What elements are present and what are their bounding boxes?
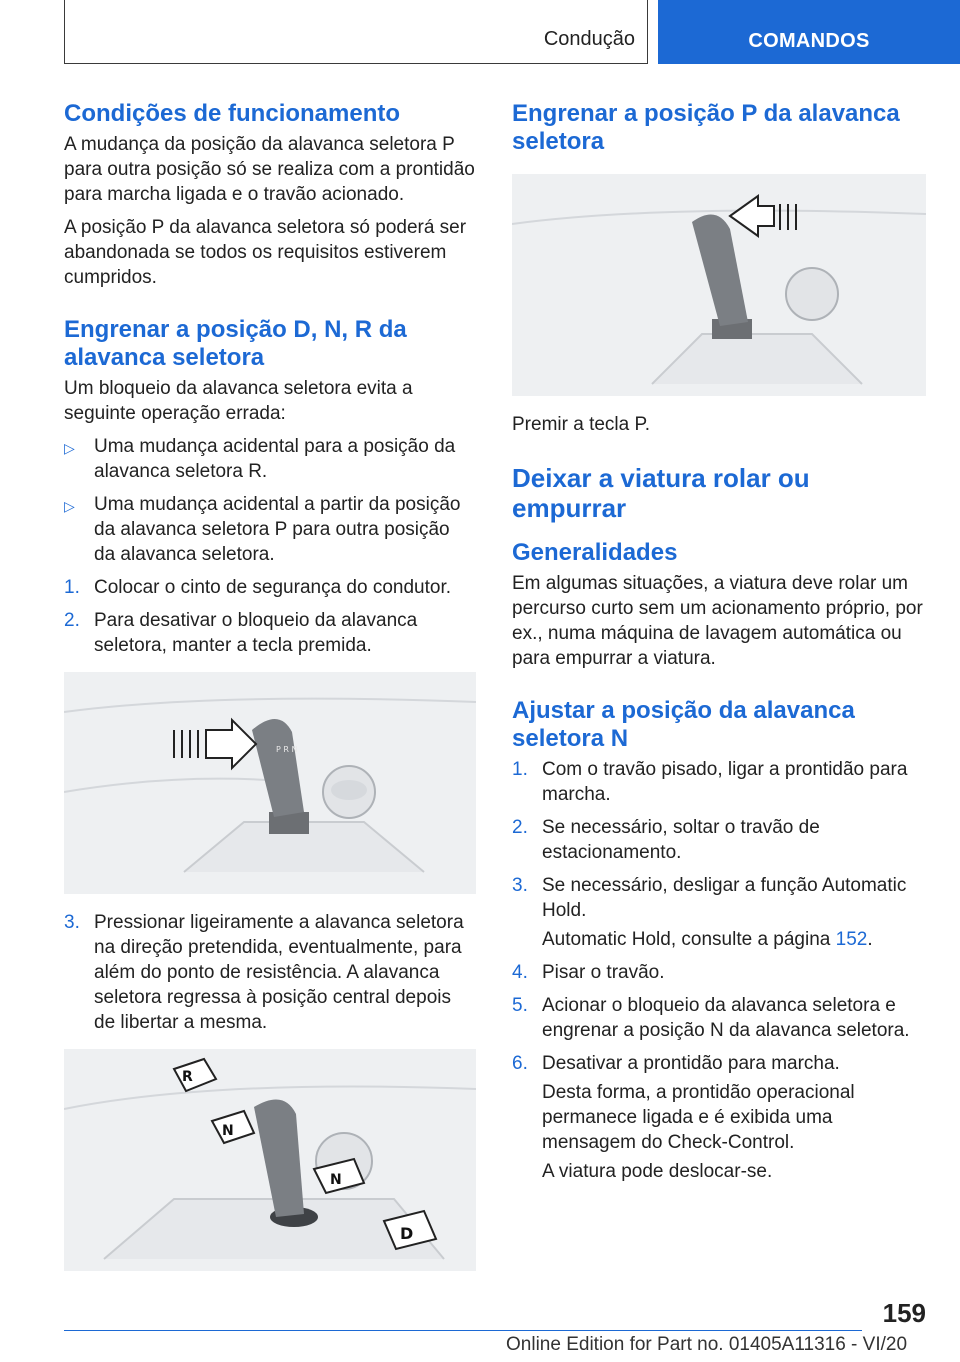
triangle-bullet-icon: ▷ — [64, 498, 75, 514]
step-note: A viatura pode deslocar-se. — [542, 1161, 773, 1182]
footer-edition: Online Edition for Part no. 01405A11316 - VI/20 — [506, 1334, 908, 1355]
heading-conditions: Condições de funcionamento — [64, 100, 401, 127]
right-column — [512, 100, 926, 1192]
step-item — [64, 910, 476, 1035]
steps-list — [512, 757, 926, 1184]
header-chapter-tab[interactable] — [658, 0, 960, 64]
step-note: Desta forma, a prontidão operacional permanece ligada e é exibida uma mensagem do Check-Control. — [542, 1082, 855, 1153]
page-number: 159 — [882, 1298, 926, 1328]
header-chapter-title: COMANDOS — [748, 30, 870, 52]
step-number: 2. — [64, 610, 80, 631]
step-item — [512, 1051, 926, 1184]
list-item-text: Uma mudança acidental a partir da posição da alavanca seletora P para outra posição da alavanca seletora. — [94, 494, 461, 565]
triangle-bullet-icon: ▷ — [64, 440, 75, 456]
list-item — [64, 492, 476, 567]
step-number: 3. — [512, 875, 528, 896]
paragraph: Em algumas situações, a viatura deve rolar um percurso curto sem um acionamento próprio, por ex., numa máquina de lavagem automática ou para empurrar a viatura. — [512, 573, 923, 669]
paragraph: Premir a tecla P. — [512, 414, 650, 435]
steps-list — [64, 910, 476, 1035]
bullet-list — [64, 434, 476, 567]
step-item — [512, 873, 926, 952]
step-text: Com o travão pisado, ligar a prontidão para marcha. — [542, 759, 908, 805]
left-column — [64, 100, 476, 1287]
paragraph: A mudança da posição da alavanca seletora P para outra posição só se realiza com a prontidão para marcha ligada e o travão acionado. — [64, 134, 475, 205]
heading-roll-push: Deixar a viatura rolar ou empurrar — [512, 463, 810, 523]
figure-gear-lever-press-button — [64, 672, 476, 894]
step-text: Pisar o travão. — [542, 962, 665, 983]
step-number: 4. — [512, 962, 528, 983]
arrow-label-r: R — [182, 1069, 193, 1085]
step-number: 5. — [512, 995, 528, 1016]
figure-gear-lever-p-button — [512, 174, 926, 396]
step-note: Automatic Hold, consulte a página 152. — [542, 929, 873, 950]
step-number: 6. — [512, 1053, 528, 1074]
step-text: Colocar o cinto de segurança do condutor. — [94, 577, 452, 598]
step-number: 2. — [512, 817, 528, 838]
step-item — [512, 993, 926, 1043]
step-number: 1. — [64, 577, 80, 598]
footer-divider — [64, 1330, 862, 1331]
heading-engage-p: Engrenar a posição P da alavanca seletora — [512, 100, 900, 155]
heading-adjust-n: Ajustar a posição da alavanca seletora N — [512, 697, 855, 752]
step-number: 3. — [64, 912, 80, 933]
arrow-label-n: N — [222, 1123, 234, 1139]
steps-list — [64, 575, 476, 658]
step-text: Pressionar ligeiramente a alavanca seletora na direção pretendida, eventualmente, para além do ponto de resistência. A alavanca seletora regressa à posição central depois de libertar a mesma. — [94, 912, 464, 1033]
page-link[interactable]: 152 — [835, 929, 868, 950]
step-item — [512, 757, 926, 807]
heading-engage-dnr: Engrenar a posição D, N, R da alavanca seletora — [64, 316, 407, 371]
step-item — [64, 608, 476, 658]
step-text: Se necessário, soltar o travão de estacionamento. — [542, 817, 820, 863]
step-text: Se necessário, desligar a função Automatic Hold. — [542, 875, 907, 921]
step-text: Desativar a prontidão para marcha. — [542, 1053, 840, 1074]
header-section-title: Condução — [543, 28, 635, 50]
step-item — [64, 575, 476, 600]
svg-text:P R N: P R N — [276, 745, 298, 754]
figure-gear-lever-directions — [64, 1049, 476, 1271]
step-item — [512, 815, 926, 865]
header-section-box — [64, 0, 648, 64]
step-text: Acionar o bloqueio da alavanca seletora e engrenar a posição N da alavanca seletora. — [542, 995, 910, 1041]
arrow-label-n-lower: N — [330, 1172, 342, 1188]
step-item — [512, 960, 926, 985]
step-number: 1. — [512, 759, 528, 780]
arrow-label-d: D — [400, 1224, 414, 1243]
list-item — [64, 434, 476, 484]
step-text: Para desativar o bloqueio da alavanca seletora, manter a tecla premida. — [94, 610, 418, 656]
heading-general: Generalidades — [512, 539, 678, 566]
paragraph: A posição P da alavanca seletora só poderá ser abandonada se todos os requisitos estiverem cumpridos. — [64, 217, 467, 288]
paragraph: Um bloqueio da alavanca seletora evita a seguinte operação errada: — [64, 378, 413, 424]
list-item-text: Uma mudança acidental para a posição da alavanca seletora R. — [94, 436, 456, 482]
